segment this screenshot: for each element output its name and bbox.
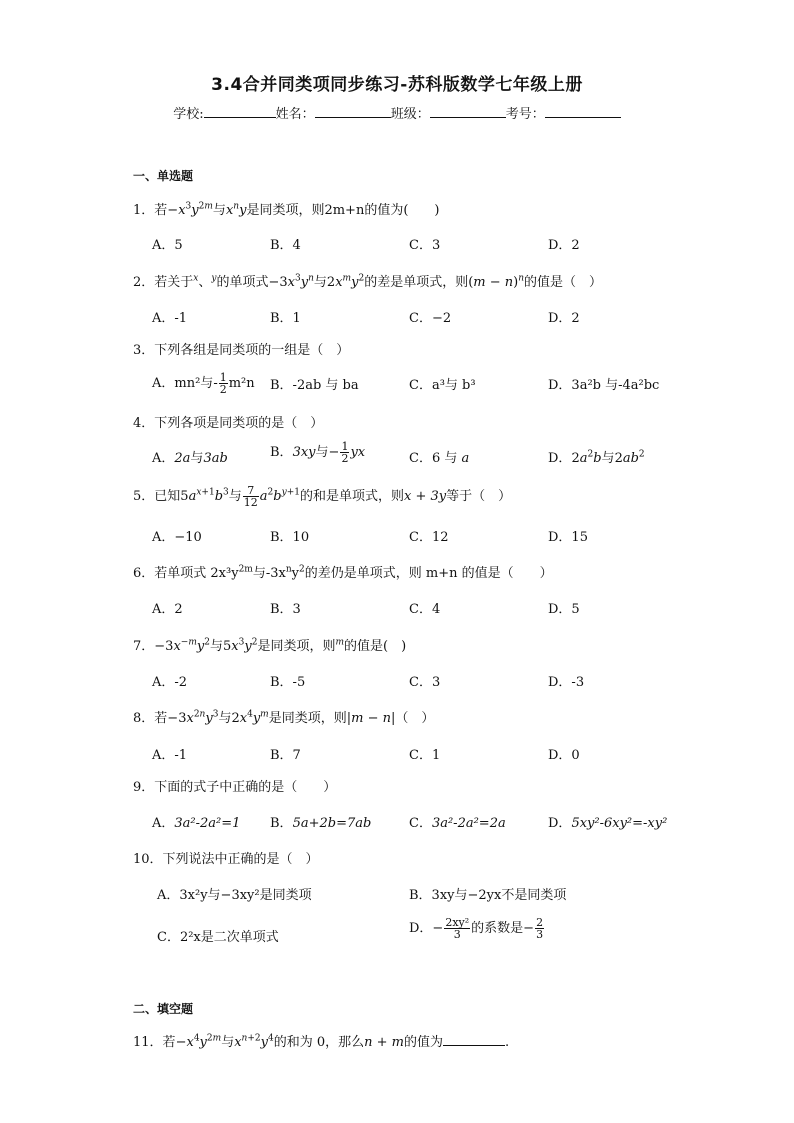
q1-option-a[interactable]: A．5 <box>152 238 183 253</box>
question-10 <box>133 848 319 867</box>
option-text: 与 <box>190 451 204 466</box>
question-text: 的值是（ ） <box>524 275 603 290</box>
option-text: m²n <box>228 376 255 391</box>
question-text: 是同类项，则 <box>257 639 336 654</box>
question-11: 11．若$-x^4y^{2m}$与$x^{n+2}y^4$的和为 0，那么n + m的值为 . <box>133 1033 510 1050</box>
q3-option-a[interactable]: A．mn²与- $\frac{1}{2}$ m²n <box>152 371 255 396</box>
q2-option-d[interactable]: D．2 <box>548 311 580 326</box>
question-4 <box>133 412 323 431</box>
q6-option-b[interactable]: B．3 <box>270 602 301 617</box>
name-blank[interactable] <box>315 105 391 118</box>
option-text: A．mn²与 <box>152 376 214 391</box>
question-text: 已知 <box>154 489 181 504</box>
q5-option-c[interactable]: C．12 <box>409 530 449 545</box>
fraction: $\frac{\text{2xy²}}{3}$ <box>445 916 470 941</box>
option-text: 与 <box>315 445 329 460</box>
math-var: y <box>211 273 217 284</box>
question-9 <box>133 776 336 795</box>
question-text: 与-3x <box>252 566 286 581</box>
question-text: 下面的式子中正确的是（ ） <box>154 780 337 795</box>
student-info-line <box>0 103 794 122</box>
exam-no-label: 考号： <box>505 107 545 122</box>
q7-option-d[interactable]: D．-3 <box>548 675 585 690</box>
question-number: 10． <box>133 852 163 867</box>
q6-option-c[interactable]: C．4 <box>409 602 441 617</box>
question-text: 若关于 <box>154 275 194 290</box>
question-text: 的值是( ) <box>344 639 407 654</box>
q10-option-c[interactable]: C．2²x是二次单项式 <box>157 930 279 945</box>
question-number: 5． <box>133 489 155 504</box>
q7-option-a[interactable]: A．-2 <box>152 675 188 690</box>
question-8: 8．若$-3x^{2n}y^3$与$2x^4y^m$是同类项，则|m − n|（ ） <box>133 709 435 726</box>
question-text: 若 <box>154 203 168 218</box>
q5-option-b[interactable]: B．10 <box>270 530 310 545</box>
q10-option-a[interactable]: A．3x²y与−3xy²是同类项 <box>157 888 312 903</box>
q3-option-b[interactable]: B．-2ab 与 ba <box>270 378 359 393</box>
fraction: $\frac{1}{2}$ <box>219 371 227 396</box>
option-text: 的系数是− <box>471 921 535 936</box>
q4-option-d[interactable]: D．$2a^2b$与$2ab^2$ <box>548 449 645 466</box>
math-var: m <box>335 637 345 648</box>
math-var: x <box>193 273 199 284</box>
answer-blank[interactable] <box>443 1033 505 1046</box>
q2-option-b[interactable]: B．1 <box>270 311 301 326</box>
question-7: 7．$-3x^{-m}y^2$与$5x^3y^2$是同类项，则$^m$的值是( ) <box>133 637 407 654</box>
q1-option-d[interactable]: D．2 <box>548 238 580 253</box>
math-expr: 3a²-2a²=2a <box>431 816 506 831</box>
option-letter: D． <box>548 451 572 466</box>
question-text: 的和为 0，那么 <box>273 1035 365 1050</box>
q5-option-d[interactable]: D．15 <box>548 530 588 545</box>
question-3 <box>133 339 349 358</box>
option-text: D．− <box>409 921 444 936</box>
option-letter: A． <box>152 451 175 466</box>
q8-option-c[interactable]: C．1 <box>409 748 441 763</box>
question-text: 下列各组是同类项的一组是（ ） <box>154 343 350 358</box>
question-text: 的值为 <box>403 1035 443 1050</box>
question-text: 下列说法中正确的是（ ） <box>162 852 319 867</box>
option-text: 与 <box>601 451 615 466</box>
q9-option-b[interactable] <box>270 812 371 831</box>
question-number: 8． <box>133 711 155 726</box>
fraction: $\frac{1}{2}$ <box>341 440 349 465</box>
q1-option-b[interactable]: B．4 <box>270 238 301 253</box>
math-expr: 3a²-2a²=1 <box>174 816 241 831</box>
question-text: 下列各项是同类项的是（ ） <box>154 416 324 431</box>
question-text: 若 <box>162 1035 176 1050</box>
q2-option-c[interactable]: C．−2 <box>409 311 452 326</box>
option-text: C．6 与 <box>409 451 462 466</box>
question-6: 6．若单项式 $2x^3y^{2m}$与$-3x^ny^2$的差仍是单项式，则 m+n 的值是（ ） <box>133 564 553 581</box>
q3-option-d[interactable]: D．3a²b 与-4a²bc <box>548 378 660 393</box>
q5-option-a[interactable]: A．−10 <box>152 530 202 545</box>
math-expr: x + 3y <box>404 489 447 504</box>
q6-option-d[interactable]: D．5 <box>548 602 580 617</box>
section-single-choice: 一、单选题 <box>133 169 194 183</box>
question-text: （ ） <box>395 711 435 726</box>
class-label: 班级： <box>390 107 430 122</box>
question-number: 11． <box>133 1035 163 1050</box>
option-letter: C． <box>409 816 432 831</box>
option-letter: A． <box>152 816 175 831</box>
fraction: $\frac{7}{12}$ <box>243 484 258 509</box>
question-number: 9． <box>133 780 155 795</box>
question-text: 、 <box>198 275 212 290</box>
question-text: 的差仍是单项式，则 m+n 的值是（ ） <box>304 566 553 581</box>
q6-option-a[interactable]: A．2 <box>152 602 183 617</box>
q8-option-b[interactable]: B．7 <box>270 748 301 763</box>
exam-no-blank[interactable] <box>545 105 621 118</box>
q8-option-d[interactable]: D．0 <box>548 748 580 763</box>
question-text: 与 <box>228 489 242 504</box>
question-number: 3． <box>133 343 155 358</box>
option-letter: B． <box>270 816 293 831</box>
question-number: 6． <box>133 566 155 581</box>
math-expr: 2m+n <box>324 203 365 218</box>
q1-option-c[interactable]: C．3 <box>409 238 441 253</box>
question-text: 与 <box>212 203 226 218</box>
math-expr: 5xy²-6xy²=-xy² <box>571 816 668 831</box>
math-expr: a <box>461 451 470 466</box>
q7-option-b[interactable]: B．-5 <box>270 675 306 690</box>
name-label: 姓名： <box>275 107 315 122</box>
question-number: 4． <box>133 416 155 431</box>
question-text: 若单项式 2x³y <box>154 566 239 581</box>
question-number: 2． <box>133 275 155 290</box>
q9-option-d[interactable] <box>548 812 667 831</box>
math-expr: 3xy <box>292 445 316 460</box>
page-title: 3.4合并同类项同步练习-苏科版数学七年级上册 <box>211 75 583 95</box>
option-letter: D． <box>548 816 572 831</box>
question-number: 1． <box>133 203 155 218</box>
question-text: 是同类项，则 <box>268 711 347 726</box>
math-expr: 2a <box>174 451 191 466</box>
school-label: 学校: <box>173 107 204 122</box>
math-expr: 3ab <box>203 451 228 466</box>
question-5: 5．已知$5a^{x+1}b^3$与 $\frac{7}{12}$ $a^2b^{y+1}$的和是单项式，则x + 3y等于（ ） <box>133 484 512 509</box>
q4-option-b[interactable]: B．3xy与− $\frac{1}{2}$ yx <box>270 440 366 465</box>
q3-option-c[interactable]: C．a³与 b³ <box>409 378 476 393</box>
math-expr: n + m <box>364 1035 404 1050</box>
question-text: 的和是单项式，则 <box>299 489 404 504</box>
question-number: 7． <box>133 639 155 654</box>
question-1: 1．若$-x^3y^{2m}$与$x^ny$是同类项，则2m+n的值为( ) <box>133 201 440 218</box>
q10-option-b[interactable]: B．3xy与−2yx不是同类项 <box>409 888 567 903</box>
question-text: 等于（ ） <box>446 489 512 504</box>
option-letter: B． <box>270 445 293 460</box>
question-text: 的差是单项式，则 <box>364 275 469 290</box>
question-text: 是同类项，则 <box>246 203 325 218</box>
math-expr: 5a+2b=7ab <box>292 816 372 831</box>
math-expr: yx <box>350 445 366 460</box>
q8-option-a[interactable]: A．-1 <box>152 748 188 763</box>
question-text: 的值为( ) <box>364 203 440 218</box>
question-2: 2．若关于$^x$、$^y$的单项式$-3x^3y^n$与$2x^my^2$的差是单项式，则$(m - n)^n$的值是（ ） <box>133 273 603 290</box>
question-text: 与 <box>209 639 223 654</box>
q10-option-d[interactable] <box>409 917 545 940</box>
q4-option-a[interactable] <box>152 447 228 466</box>
q9-option-a[interactable] <box>152 812 240 831</box>
school-blank[interactable] <box>204 105 276 118</box>
q4-option-c[interactable] <box>409 447 469 466</box>
fraction: $\frac{2}{3}$ <box>536 916 544 941</box>
question-text: 与 <box>313 275 327 290</box>
question-text: 与 <box>218 711 232 726</box>
q7-option-c[interactable]: C．3 <box>409 675 441 690</box>
question-text: 与 <box>221 1035 235 1050</box>
section-fill-blank: 二、填空题 <box>133 1002 194 1016</box>
question-text: 的单项式 <box>216 275 269 290</box>
q9-option-c[interactable] <box>409 812 506 831</box>
class-blank[interactable] <box>430 105 506 118</box>
question-text: 若 <box>154 711 168 726</box>
q2-option-a[interactable]: A．-1 <box>152 311 188 326</box>
